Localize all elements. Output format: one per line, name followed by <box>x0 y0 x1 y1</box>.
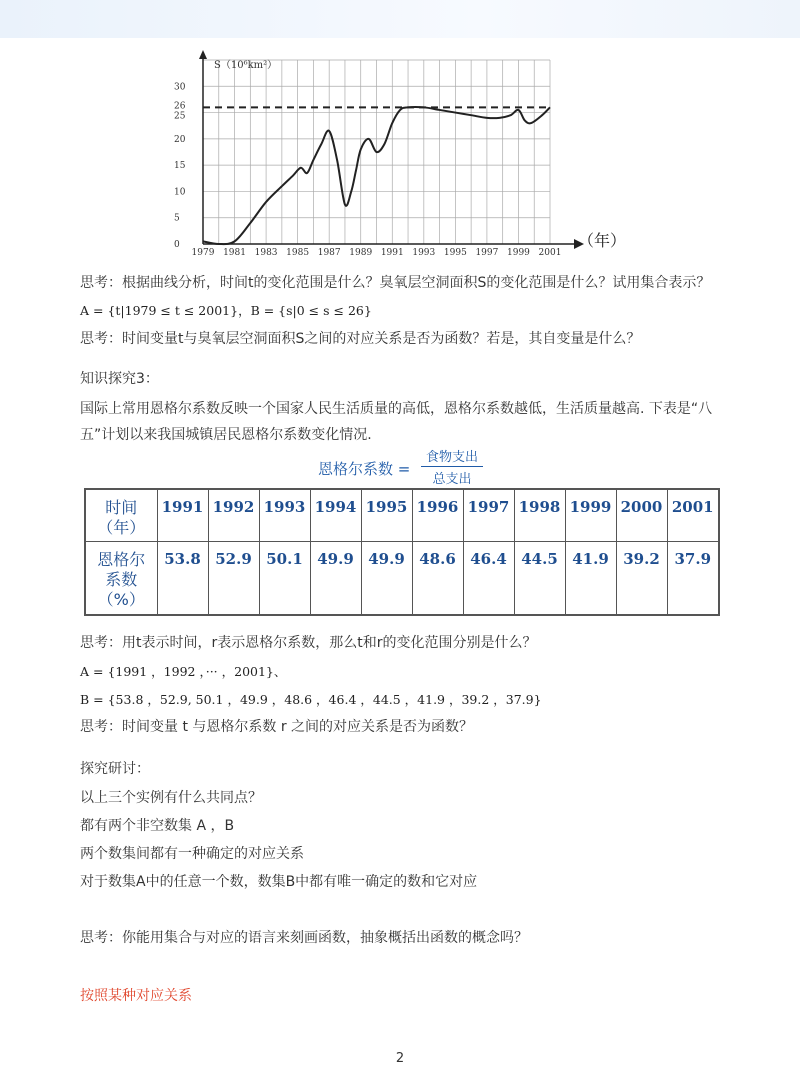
x-tick-label: 1995 <box>443 248 467 258</box>
x-tick-label: 2001 <box>538 248 562 258</box>
set-b-values: B = {53.8 ，52.9, 50.1 ，49.9 ，48.6 ，46.4 ，44.5 ，41.9 ，39.2 ，37.9} <box>80 692 542 707</box>
header-band <box>0 0 800 38</box>
year-cell: 1999 <box>565 489 616 541</box>
value-cell: 53.8 <box>157 541 208 615</box>
year-cell: 1994 <box>310 489 361 541</box>
engel-table <box>84 488 720 616</box>
x-tick-label: 1993 <box>412 248 436 258</box>
question-t-r-function: 思考：时间变量 t 与恩格尔系数 r 之间的对应关系是否为函数？ <box>80 719 474 735</box>
value-cell: 41.9 <box>565 541 616 615</box>
table-row-years <box>85 489 719 541</box>
value-cell: 48.6 <box>412 541 463 615</box>
x-axis-label: （年） <box>578 231 627 250</box>
y-tick-label: 20 <box>174 134 186 145</box>
x-tick-label: 1981 <box>223 248 246 258</box>
question-time-range: 思考：根据曲线分析，时间t的变化范围是什么？臭氧层空洞面积S的变化范围是什么？试用集合表示？ <box>80 275 711 291</box>
question-function-concept: 思考：你能用集合与对应的语言来刻画函数，抽象概括出函数的概念吗？ <box>80 930 528 946</box>
x-tick-label: 1991 <box>380 248 404 258</box>
x-tick-label: 1997 <box>475 248 499 258</box>
x-tick-labels <box>192 248 562 258</box>
y-axis-arrow <box>199 50 207 59</box>
year-cell: 1993 <box>259 489 310 541</box>
explore-line2: 都有两个非空数集 A ，B <box>80 818 235 834</box>
page-number: 2 <box>395 1051 405 1066</box>
table-row-values <box>85 541 719 615</box>
y-tick-label: 30 <box>174 82 186 93</box>
y-tick-label: 5 <box>174 213 180 224</box>
y-axis-label: S（10⁶km²） <box>214 60 278 71</box>
value-cell: 50.1 <box>259 541 310 615</box>
question-function: 思考：时间变量t与臭氧层空洞面积S之间的对应关系是否为函数？若是，其自变量是什么？ <box>80 331 641 347</box>
y-tick-label: 10 <box>174 187 186 198</box>
k3-body-line2: 五”计划以来我国城镇居民恩格尔系数变化情况. <box>80 427 372 443</box>
formula-lhs: 恩格尔系数 = <box>318 460 411 478</box>
question-t-r-range: 思考：用t表示时间，r表示恩格尔系数，那么t和r的变化范围分别是什么？ <box>80 635 537 651</box>
x-tick-label: 1983 <box>254 248 278 258</box>
value-cell: 46.4 <box>463 541 514 615</box>
year-cell: 2001 <box>667 489 719 541</box>
x-tick-label: 1979 <box>191 248 215 258</box>
year-cell: 1995 <box>361 489 412 541</box>
value-cell: 49.9 <box>310 541 361 615</box>
k3-body-line1: 国际上常用恩格尔系数反映一个国家人民生活质量的高低，恩格尔系数越低，生活质量越高. 下表是“八 <box>80 401 713 417</box>
x-tick-label: 1985 <box>286 248 310 258</box>
value-cell: 49.9 <box>361 541 412 615</box>
x-tick-label: 1999 <box>507 248 530 258</box>
section-title-explore: 探究研讨： <box>80 761 150 777</box>
formula-fraction <box>421 446 483 487</box>
year-cell: 1997 <box>463 489 514 541</box>
explore-line3: 两个数集间都有一种确定的对应关系 <box>80 846 304 862</box>
header-engel: 恩格尔 系数 （%） <box>85 541 157 615</box>
explore-line4: 对于数集A中的任意一个数，数集B中都有唯一确定的数和它对应 <box>80 874 478 890</box>
value-cell: 52.9 <box>208 541 259 615</box>
y-tick-labels <box>174 82 186 250</box>
explore-line1: 以上三个实例有什么共同点？ <box>80 790 262 806</box>
y-tick-label: 25 <box>174 111 186 122</box>
year-cell: 2000 <box>616 489 667 541</box>
section-title-k3: 知识探究3： <box>80 371 159 387</box>
highlight-line: 按照某种对应关系 <box>80 988 192 1004</box>
value-cell: 44.5 <box>514 541 565 615</box>
x-tick-label: 1987 <box>317 248 341 258</box>
y-tick-label: 15 <box>174 161 186 172</box>
formula-numerator: 食物支出 <box>421 446 483 467</box>
year-cell: 1998 <box>514 489 565 541</box>
x-tick-label: 1989 <box>349 248 373 258</box>
year-cell: 1991 <box>157 489 208 541</box>
value-cell: 37.9 <box>667 541 719 615</box>
year-cell: 1992 <box>208 489 259 541</box>
ozone-chart <box>170 50 627 260</box>
value-cell: 39.2 <box>616 541 667 615</box>
year-cell: 1996 <box>412 489 463 541</box>
y-tick-label: 0 <box>174 240 180 250</box>
y-tick-label: 26 <box>174 101 186 112</box>
chart-axes <box>199 50 584 249</box>
formula-denominator: 总支出 <box>432 472 472 487</box>
header-time: 时间 （年） <box>85 489 157 541</box>
set-definition-ab: A = {t|1979 ≤ t ≤ 2001}，B = {s|0 ≤ s ≤ 26} <box>80 303 372 318</box>
set-a-years: A = {1991 ，1992 ，··· ，2001}、 <box>80 664 287 679</box>
